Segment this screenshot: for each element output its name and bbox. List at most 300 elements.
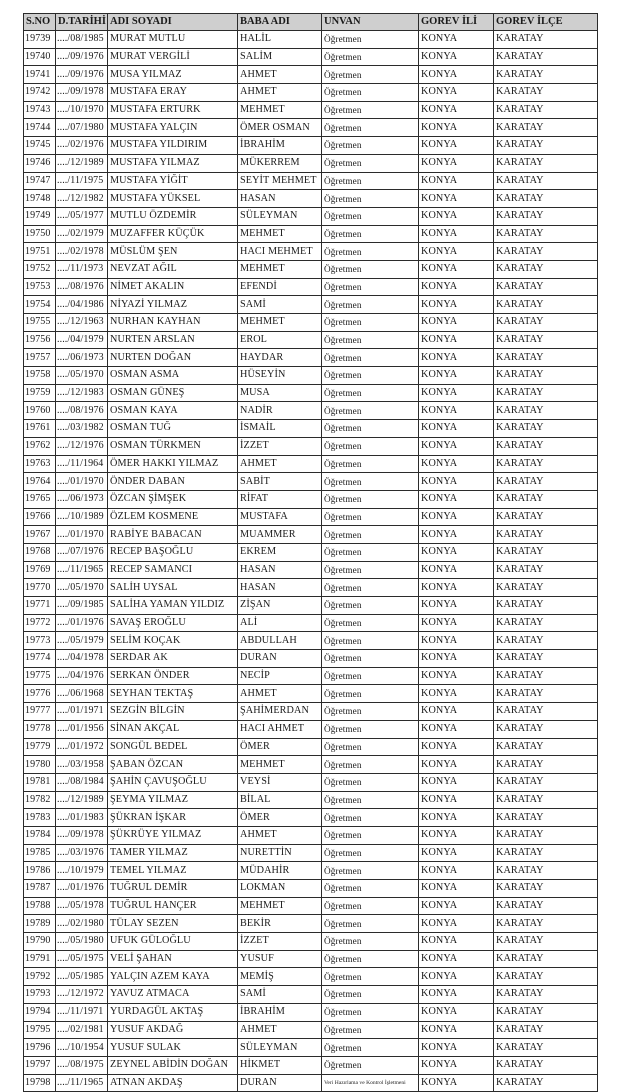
- cell-province: KONYA: [419, 986, 494, 1004]
- cell-district: KARATAY: [494, 84, 598, 102]
- cell-full-name: OSMAN ASMA: [108, 367, 238, 385]
- cell-district: KARATAY: [494, 986, 598, 1004]
- cell-district: KARATAY: [494, 773, 598, 791]
- cell-father-name: DURAN: [238, 650, 322, 668]
- cell-province: KONYA: [419, 367, 494, 385]
- cell-province: KONYA: [419, 826, 494, 844]
- cell-province: KONYA: [419, 809, 494, 827]
- cell-province: KONYA: [419, 703, 494, 721]
- cell-birth-date: ..../11/1965: [56, 561, 108, 579]
- cell-father-name: AHMET: [238, 685, 322, 703]
- cell-birth-date: ..../12/1982: [56, 190, 108, 208]
- cell-sno: 19770: [24, 579, 56, 597]
- cell-birth-date: ..../02/1976: [56, 137, 108, 155]
- cell-sno: 19742: [24, 84, 56, 102]
- cell-sno: 19781: [24, 773, 56, 791]
- cell-district: KARATAY: [494, 1074, 598, 1092]
- cell-birth-date: ..../11/1975: [56, 172, 108, 190]
- cell-province: KONYA: [419, 101, 494, 119]
- cell-birth-date: ..../07/1980: [56, 119, 108, 137]
- cell-province: KONYA: [419, 296, 494, 314]
- cell-father-name: EKREM: [238, 543, 322, 561]
- cell-father-name: SAMİ: [238, 986, 322, 1004]
- cell-full-name: ZEYNEL ABİDİN DOĞAN: [108, 1056, 238, 1074]
- cell-title: Öğretmen: [322, 278, 419, 296]
- cell-sno: 19752: [24, 260, 56, 278]
- cell-district: KARATAY: [494, 1003, 598, 1021]
- cell-sno: 19794: [24, 1003, 56, 1021]
- table-row: [24, 862, 598, 880]
- cell-sno: 19754: [24, 296, 56, 314]
- cell-sno: 19777: [24, 703, 56, 721]
- cell-title: Öğretmen: [322, 455, 419, 473]
- cell-father-name: MUAMMER: [238, 526, 322, 544]
- cell-province: KONYA: [419, 84, 494, 102]
- cell-sno: 19750: [24, 225, 56, 243]
- cell-father-name: SÜLEYMAN: [238, 1039, 322, 1057]
- cell-father-name: EROL: [238, 331, 322, 349]
- cell-full-name: YURDAGÜL AKTAŞ: [108, 1003, 238, 1021]
- cell-province: KONYA: [419, 420, 494, 438]
- table-row: [24, 773, 598, 791]
- cell-birth-date: ..../03/1982: [56, 420, 108, 438]
- cell-birth-date: ..../01/1970: [56, 526, 108, 544]
- cell-father-name: HASAN: [238, 579, 322, 597]
- cell-father-name: NADİR: [238, 402, 322, 420]
- cell-sno: 19744: [24, 119, 56, 137]
- cell-district: KARATAY: [494, 561, 598, 579]
- cell-title: Öğretmen: [322, 331, 419, 349]
- cell-title: Öğretmen: [322, 1056, 419, 1074]
- cell-full-name: TUĞRUL DEMİR: [108, 880, 238, 898]
- cell-birth-date: ..../12/1976: [56, 437, 108, 455]
- cell-father-name: ABDULLAH: [238, 632, 322, 650]
- table-row: [24, 738, 598, 756]
- cell-sno: 19739: [24, 31, 56, 49]
- cell-birth-date: ..../08/1975: [56, 1056, 108, 1074]
- cell-district: KARATAY: [494, 791, 598, 809]
- cell-title: Öğretmen: [322, 243, 419, 261]
- cell-father-name: MEHMET: [238, 260, 322, 278]
- cell-title: Öğretmen: [322, 614, 419, 632]
- cell-birth-date: ..../11/1964: [56, 455, 108, 473]
- cell-district: KARATAY: [494, 720, 598, 738]
- cell-title: Öğretmen: [322, 597, 419, 615]
- table-row: [24, 331, 598, 349]
- cell-district: KARATAY: [494, 48, 598, 66]
- cell-birth-date: ..../05/1970: [56, 579, 108, 597]
- cell-title: Öğretmen: [322, 367, 419, 385]
- cell-birth-date: ..../03/1958: [56, 756, 108, 774]
- cell-birth-date: ..../06/1973: [56, 490, 108, 508]
- cell-father-name: AHMET: [238, 66, 322, 84]
- cell-birth-date: ..../01/1976: [56, 614, 108, 632]
- cell-full-name: MUSTAFA YALÇIN: [108, 119, 238, 137]
- table-row: [24, 190, 598, 208]
- cell-father-name: İZZET: [238, 437, 322, 455]
- cell-birth-date: ..../02/1981: [56, 1021, 108, 1039]
- cell-birth-date: ..../12/1989: [56, 791, 108, 809]
- cell-title: Öğretmen: [322, 667, 419, 685]
- cell-province: KONYA: [419, 349, 494, 367]
- cell-title: Öğretmen: [322, 526, 419, 544]
- cell-birth-date: ..../04/1986: [56, 296, 108, 314]
- cell-full-name: MURAT MUTLU: [108, 31, 238, 49]
- cell-full-name: MUSTAFA YILDIRIM: [108, 137, 238, 155]
- cell-district: KARATAY: [494, 1056, 598, 1074]
- table-row: [24, 667, 598, 685]
- cell-sno: 19771: [24, 597, 56, 615]
- cell-province: KONYA: [419, 632, 494, 650]
- cell-full-name: ÖZCAN ŞİMŞEK: [108, 490, 238, 508]
- cell-district: KARATAY: [494, 650, 598, 668]
- cell-title: Öğretmen: [322, 933, 419, 951]
- cell-full-name: TUĞRUL HANÇER: [108, 897, 238, 915]
- cell-sno: 19782: [24, 791, 56, 809]
- cell-sno: 19787: [24, 880, 56, 898]
- cell-full-name: MUSTAFA YÜKSEL: [108, 190, 238, 208]
- cell-province: KONYA: [419, 579, 494, 597]
- cell-province: KONYA: [419, 314, 494, 332]
- cell-full-name: SEYHAN TEKTAŞ: [108, 685, 238, 703]
- table-row: [24, 933, 598, 951]
- cell-father-name: MEHMET: [238, 101, 322, 119]
- cell-district: KARATAY: [494, 703, 598, 721]
- cell-title: Öğretmen: [322, 508, 419, 526]
- cell-district: KARATAY: [494, 915, 598, 933]
- cell-birth-date: ..../08/1976: [56, 278, 108, 296]
- table-row: [24, 650, 598, 668]
- cell-birth-date: ..../05/1985: [56, 968, 108, 986]
- table-row: [24, 455, 598, 473]
- cell-district: KARATAY: [494, 685, 598, 703]
- cell-district: KARATAY: [494, 367, 598, 385]
- cell-sno: 19748: [24, 190, 56, 208]
- cell-district: KARATAY: [494, 402, 598, 420]
- cell-birth-date: ..../01/1971: [56, 703, 108, 721]
- cell-sno: 19760: [24, 402, 56, 420]
- cell-father-name: İBRAHİM: [238, 1003, 322, 1021]
- cell-title: Öğretmen: [322, 172, 419, 190]
- cell-title: Öğretmen: [322, 738, 419, 756]
- cell-district: KARATAY: [494, 349, 598, 367]
- cell-sno: 19746: [24, 154, 56, 172]
- cell-father-name: HACI MEHMET: [238, 243, 322, 261]
- cell-full-name: MÜSLÜM ŞEN: [108, 243, 238, 261]
- cell-birth-date: ..../09/1976: [56, 48, 108, 66]
- cell-province: KONYA: [419, 915, 494, 933]
- cell-sno: 19791: [24, 950, 56, 968]
- cell-province: KONYA: [419, 597, 494, 615]
- cell-title: Öğretmen: [322, 809, 419, 827]
- cell-full-name: OSMAN TUĞ: [108, 420, 238, 438]
- cell-district: KARATAY: [494, 278, 598, 296]
- cell-birth-date: ..../08/1984: [56, 773, 108, 791]
- header-father-name: BABA ADI: [238, 14, 322, 31]
- table-row: [24, 526, 598, 544]
- cell-father-name: MUSTAFA: [238, 508, 322, 526]
- table-row: [24, 101, 598, 119]
- cell-birth-date: ..../01/1970: [56, 473, 108, 491]
- header-district: GOREV İLÇE: [494, 14, 598, 31]
- cell-father-name: HİKMET: [238, 1056, 322, 1074]
- cell-full-name: NURTEN ARSLAN: [108, 331, 238, 349]
- cell-birth-date: ..../05/1980: [56, 933, 108, 951]
- cell-district: KARATAY: [494, 614, 598, 632]
- cell-district: KARATAY: [494, 490, 598, 508]
- cell-sno: 19773: [24, 632, 56, 650]
- cell-birth-date: ..../01/1972: [56, 738, 108, 756]
- cell-title: Öğretmen: [322, 473, 419, 491]
- cell-full-name: MURAT VERGİLİ: [108, 48, 238, 66]
- table-row: [24, 968, 598, 986]
- cell-sno: 19765: [24, 490, 56, 508]
- cell-birth-date: ..../11/1973: [56, 260, 108, 278]
- cell-father-name: MEHMET: [238, 897, 322, 915]
- cell-title: Öğretmen: [322, 31, 419, 49]
- table-row: [24, 437, 598, 455]
- cell-district: KARATAY: [494, 207, 598, 225]
- cell-birth-date: ..../09/1978: [56, 84, 108, 102]
- cell-full-name: ŞEYMA YILMAZ: [108, 791, 238, 809]
- table-row: [24, 561, 598, 579]
- table-row: [24, 420, 598, 438]
- cell-birth-date: ..../10/1970: [56, 101, 108, 119]
- cell-province: KONYA: [419, 844, 494, 862]
- cell-sno: 19792: [24, 968, 56, 986]
- cell-father-name: MÜKERREM: [238, 154, 322, 172]
- cell-province: KONYA: [419, 473, 494, 491]
- cell-district: KARATAY: [494, 455, 598, 473]
- cell-full-name: RECEP SAMANCI: [108, 561, 238, 579]
- cell-full-name: VELİ ŞAHAN: [108, 950, 238, 968]
- header-province: GOREV İLİ: [419, 14, 494, 31]
- cell-title: Öğretmen: [322, 579, 419, 597]
- cell-sno: 19758: [24, 367, 56, 385]
- cell-father-name: SÜLEYMAN: [238, 207, 322, 225]
- cell-father-name: SAMİ: [238, 296, 322, 314]
- table-row: [24, 844, 598, 862]
- cell-province: KONYA: [419, 384, 494, 402]
- cell-province: KONYA: [419, 738, 494, 756]
- cell-birth-date: ..../05/1979: [56, 632, 108, 650]
- cell-sno: 19745: [24, 137, 56, 155]
- cell-district: KARATAY: [494, 597, 598, 615]
- cell-birth-date: ..../11/1965: [56, 1074, 108, 1092]
- cell-father-name: ÖMER: [238, 738, 322, 756]
- cell-district: KARATAY: [494, 933, 598, 951]
- cell-sno: 19753: [24, 278, 56, 296]
- cell-district: KARATAY: [494, 190, 598, 208]
- cell-province: KONYA: [419, 508, 494, 526]
- cell-province: KONYA: [419, 260, 494, 278]
- cell-province: KONYA: [419, 1074, 494, 1092]
- cell-birth-date: ..../12/1983: [56, 384, 108, 402]
- cell-father-name: AHMET: [238, 84, 322, 102]
- cell-father-name: SABİT: [238, 473, 322, 491]
- cell-full-name: ATNAN AKDAŞ: [108, 1074, 238, 1092]
- cell-birth-date: ..../03/1976: [56, 844, 108, 862]
- table-row: [24, 1056, 598, 1074]
- cell-full-name: SONGÜL BEDEL: [108, 738, 238, 756]
- cell-full-name: TÜLAY SEZEN: [108, 915, 238, 933]
- cell-province: KONYA: [419, 225, 494, 243]
- cell-province: KONYA: [419, 897, 494, 915]
- cell-sno: 19776: [24, 685, 56, 703]
- cell-full-name: RECEP BAŞOĞLU: [108, 543, 238, 561]
- cell-full-name: YUSUF AKDAĞ: [108, 1021, 238, 1039]
- cell-province: KONYA: [419, 137, 494, 155]
- table-row: [24, 367, 598, 385]
- cell-province: KONYA: [419, 968, 494, 986]
- cell-province: KONYA: [419, 455, 494, 473]
- cell-full-name: OSMAN KAYA: [108, 402, 238, 420]
- cell-sno: 19786: [24, 862, 56, 880]
- table-row: [24, 384, 598, 402]
- cell-district: KARATAY: [494, 738, 598, 756]
- cell-birth-date: ..../02/1979: [56, 225, 108, 243]
- table-row: [24, 880, 598, 898]
- table-row: [24, 950, 598, 968]
- cell-father-name: HACI AHMET: [238, 720, 322, 738]
- cell-birth-date: ..../02/1980: [56, 915, 108, 933]
- cell-sno: 19775: [24, 667, 56, 685]
- cell-province: KONYA: [419, 543, 494, 561]
- table-row: [24, 119, 598, 137]
- table-row: [24, 207, 598, 225]
- cell-title: Öğretmen: [322, 260, 419, 278]
- table-row: [24, 703, 598, 721]
- cell-father-name: İBRAHİM: [238, 137, 322, 155]
- cell-province: KONYA: [419, 331, 494, 349]
- cell-father-name: MEMİŞ: [238, 968, 322, 986]
- cell-district: KARATAY: [494, 756, 598, 774]
- cell-title: Öğretmen: [322, 66, 419, 84]
- cell-province: KONYA: [419, 402, 494, 420]
- header-birth-date: D.TARİHİ: [56, 14, 108, 31]
- cell-full-name: MUSA YILMAZ: [108, 66, 238, 84]
- cell-full-name: TEMEL YILMAZ: [108, 862, 238, 880]
- cell-full-name: OSMAN TÜRKMEN: [108, 437, 238, 455]
- cell-sno: 19749: [24, 207, 56, 225]
- table-row: [24, 1003, 598, 1021]
- cell-birth-date: ..../09/1978: [56, 826, 108, 844]
- cell-title: Öğretmen: [322, 154, 419, 172]
- header-row: [24, 14, 598, 31]
- cell-province: KONYA: [419, 1021, 494, 1039]
- cell-district: KARATAY: [494, 296, 598, 314]
- table-row: [24, 597, 598, 615]
- cell-father-name: AHMET: [238, 455, 322, 473]
- cell-sno: 19780: [24, 756, 56, 774]
- cell-father-name: DURAN: [238, 1074, 322, 1092]
- cell-province: KONYA: [419, 650, 494, 668]
- cell-birth-date: ..../05/1975: [56, 950, 108, 968]
- table-row: [24, 543, 598, 561]
- cell-district: KARATAY: [494, 154, 598, 172]
- cell-province: KONYA: [419, 243, 494, 261]
- cell-district: KARATAY: [494, 473, 598, 491]
- cell-full-name: NURTEN DOĞAN: [108, 349, 238, 367]
- cell-province: KONYA: [419, 48, 494, 66]
- cell-title: Öğretmen: [322, 756, 419, 774]
- table-row: [24, 915, 598, 933]
- cell-father-name: HAYDAR: [238, 349, 322, 367]
- cell-father-name: ÖMER OSMAN: [238, 119, 322, 137]
- cell-district: KARATAY: [494, 31, 598, 49]
- table-row: [24, 508, 598, 526]
- cell-father-name: İZZET: [238, 933, 322, 951]
- cell-father-name: YUSUF: [238, 950, 322, 968]
- cell-province: KONYA: [419, 1039, 494, 1057]
- cell-sno: 19741: [24, 66, 56, 84]
- cell-district: KARATAY: [494, 950, 598, 968]
- cell-full-name: SERKAN ÖNDER: [108, 667, 238, 685]
- cell-full-name: MUSTAFA ERAY: [108, 84, 238, 102]
- cell-title: Öğretmen: [322, 720, 419, 738]
- table-body: [24, 31, 598, 1092]
- cell-title: Öğretmen: [322, 101, 419, 119]
- table-row: [24, 31, 598, 49]
- table-row: [24, 791, 598, 809]
- cell-title: Öğretmen: [322, 402, 419, 420]
- cell-father-name: ŞAHİMERDAN: [238, 703, 322, 721]
- cell-sno: 19756: [24, 331, 56, 349]
- cell-full-name: YAVUZ ATMACA: [108, 986, 238, 1004]
- cell-birth-date: ..../01/1956: [56, 720, 108, 738]
- cell-title: Öğretmen: [322, 420, 419, 438]
- cell-birth-date: ..../05/1978: [56, 897, 108, 915]
- table-row: [24, 349, 598, 367]
- cell-father-name: ZİŞAN: [238, 597, 322, 615]
- cell-full-name: NİMET AKALIN: [108, 278, 238, 296]
- cell-sno: 19762: [24, 437, 56, 455]
- cell-province: KONYA: [419, 31, 494, 49]
- cell-title: Öğretmen: [322, 190, 419, 208]
- cell-province: KONYA: [419, 933, 494, 951]
- cell-sno: 19757: [24, 349, 56, 367]
- table-row: [24, 490, 598, 508]
- cell-full-name: ŞAHİN ÇAVUŞOĞLU: [108, 773, 238, 791]
- cell-sno: 19797: [24, 1056, 56, 1074]
- cell-full-name: SELİM KOÇAK: [108, 632, 238, 650]
- cell-birth-date: ..../09/1976: [56, 66, 108, 84]
- cell-birth-date: ..../01/1983: [56, 809, 108, 827]
- cell-birth-date: ..../11/1971: [56, 1003, 108, 1021]
- cell-full-name: YALÇIN AZEM KAYA: [108, 968, 238, 986]
- cell-province: KONYA: [419, 278, 494, 296]
- cell-sno: 19795: [24, 1021, 56, 1039]
- table-row: [24, 48, 598, 66]
- cell-title: Öğretmen: [322, 915, 419, 933]
- cell-birth-date: ..../09/1985: [56, 597, 108, 615]
- cell-full-name: MUSTAFA YİĞİT: [108, 172, 238, 190]
- cell-full-name: ÖMER HAKKI YILMAZ: [108, 455, 238, 473]
- cell-title: Öğretmen: [322, 950, 419, 968]
- table-row: [24, 225, 598, 243]
- table-row: [24, 243, 598, 261]
- cell-birth-date: ..../10/1954: [56, 1039, 108, 1057]
- cell-title: Öğretmen: [322, 791, 419, 809]
- cell-title: Öğretmen: [322, 48, 419, 66]
- cell-sno: 19763: [24, 455, 56, 473]
- table-row: [24, 402, 598, 420]
- cell-title: Veri Hazırlama ve Kontrol İşletmeni: [322, 1074, 419, 1092]
- cell-title: Öğretmen: [322, 703, 419, 721]
- cell-province: KONYA: [419, 880, 494, 898]
- cell-sno: 19789: [24, 915, 56, 933]
- cell-sno: 19743: [24, 101, 56, 119]
